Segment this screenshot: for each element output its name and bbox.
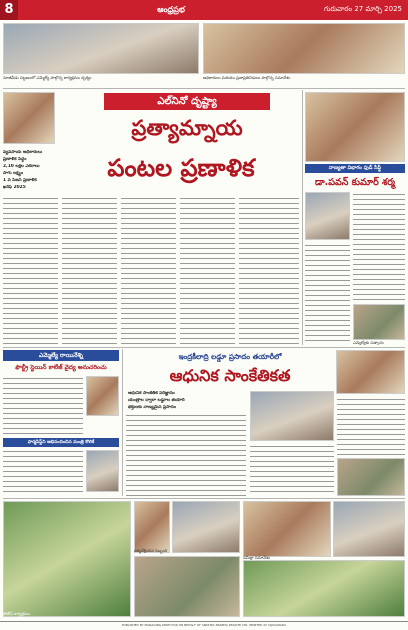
left-photo-a[interactable] — [86, 376, 119, 416]
top-left-caption: నూజివీడు పట్టణంలో ఎమ్మెల్యే పాల్గొన్న కార్యక్రమం దృశ్యం — [3, 75, 92, 80]
bottom-left-caption: పోలీస్ కార్యక్రమం — [3, 611, 31, 616]
middle-bullet: ఆధునిక సాంకేతిక పరిజ్ఞానం — [128, 391, 175, 396]
lead-text-col5 — [239, 196, 299, 344]
bottom-right-photo-a[interactable] — [243, 501, 331, 557]
doctor-photo[interactable] — [305, 192, 350, 240]
divider — [3, 88, 405, 89]
right-caption: ఎమ్మెల్యేకు సత్కారం — [353, 340, 384, 345]
page-number: 8 — [0, 0, 18, 20]
lead-bullet: 1 వ సీజన్‌ ప్రణాళిక — [3, 178, 37, 183]
date-line: గురువారం 27 మార్చి 2025 — [323, 5, 402, 13]
column-divider — [122, 349, 123, 496]
middle-kicker: ఇంద్రకీలాద్రి లడ్డూ ప్రసాదం తయారీలో — [178, 352, 282, 361]
lead-text-col3 — [121, 196, 176, 344]
middle-text-c — [337, 397, 405, 455]
top-right-caption: అధికారులు మరియు ప్రజాప్రతినిధులు పాల్గొన్న సమావేశం — [203, 75, 291, 80]
lead-bullet: ఖరీఫ్‌ 2025 — [3, 185, 26, 190]
lead-bullet: వ్యవసాయ అధికారులు — [3, 150, 43, 155]
bottom-mid-caption: పర్యవేక్షించిన సిబ్బంది — [134, 548, 168, 553]
lead-bullet: సాగు లక్ష్యం — [3, 171, 24, 176]
bottom-left-photo[interactable] — [3, 501, 131, 617]
bottom-mid-photo-a[interactable] — [134, 501, 170, 553]
middle-headline: ఆధునిక సాంకేతికత — [169, 366, 291, 385]
lead-text-col1 — [3, 196, 58, 344]
middle-right-photo[interactable] — [337, 458, 405, 496]
lead-headline-2: పంటల ప్రణాళిక — [107, 154, 255, 182]
masthead: ఆంధ్రప్రభ — [157, 4, 185, 14]
right-text-a — [353, 192, 405, 302]
left-sub-banner: ఫార్మసిస్ట్‌ని అభినందించిన మంత్రి కొలికే — [3, 438, 119, 447]
page-header — [0, 0, 408, 20]
right-text-b — [305, 243, 350, 343]
lead-kicker: ఎల్‌నినో దృష్ట్యా — [104, 93, 270, 110]
bottom-right-photo-c[interactable] — [243, 560, 405, 617]
right-small-photo[interactable] — [353, 304, 405, 340]
left-photo-b[interactable] — [86, 450, 119, 492]
middle-photo-machine[interactable] — [250, 391, 334, 441]
lead-bullets — [3, 150, 63, 192]
right-banner: నాణ్యతా విభాగం ఫుడ్ సేఫ్టీ — [305, 164, 405, 173]
middle-bullet: భక్తులకు నాణ్యమైన ప్రసాదం — [128, 405, 176, 410]
middle-top-photo[interactable] — [336, 350, 405, 394]
lead-bullet: 2,10 లక్షల ఎకరాలు — [3, 164, 40, 169]
portrait-photo[interactable] — [3, 92, 55, 144]
lead-bullet: ప్రణాళిక సిద్ధం — [3, 157, 27, 162]
middle-text-b — [250, 444, 334, 496]
lead-text-col4 — [180, 196, 235, 344]
lead-headline-1: ప్రత్యామ్నాయ — [131, 116, 243, 140]
right-top-photo[interactable] — [305, 92, 405, 162]
bottom-mid-photo-c[interactable] — [134, 556, 240, 617]
middle-bullet: యంత్రాల ద్వారా లడ్డూల తయారీ — [128, 398, 185, 403]
top-right-photo[interactable] — [203, 23, 405, 74]
bottom-right-photo-b[interactable] — [333, 501, 405, 557]
bottom-right-caption: సమీక్షా సమావేశం — [243, 555, 271, 560]
divider — [3, 347, 405, 348]
left-text-b — [3, 449, 83, 495]
footer-imprint: PUBLISHED BY MANAGING DIRECTOR ON BEHALF OF ANDHRA PRABHA PRIVATE LTD. PRINTED AT VIJAYAWADA — [0, 621, 408, 630]
middle-text-a — [126, 413, 246, 496]
bottom-mid-photo-b[interactable] — [172, 501, 240, 553]
column-divider — [302, 90, 303, 345]
right-name-heading: డా.పవన్ కుమార్ శర్మ — [314, 177, 396, 188]
left-text-a — [3, 376, 83, 436]
left-headline: ఫౌల్ట్రీ స్టెయిన్ కాలేజ్ వైద్య అనుచరించు — [15, 364, 107, 371]
top-left-photo[interactable] — [3, 23, 199, 74]
divider — [3, 498, 405, 499]
lead-text-col2 — [62, 196, 117, 344]
left-banner: ఎమ్మెల్యే రాయినేశ్ని — [3, 350, 119, 361]
